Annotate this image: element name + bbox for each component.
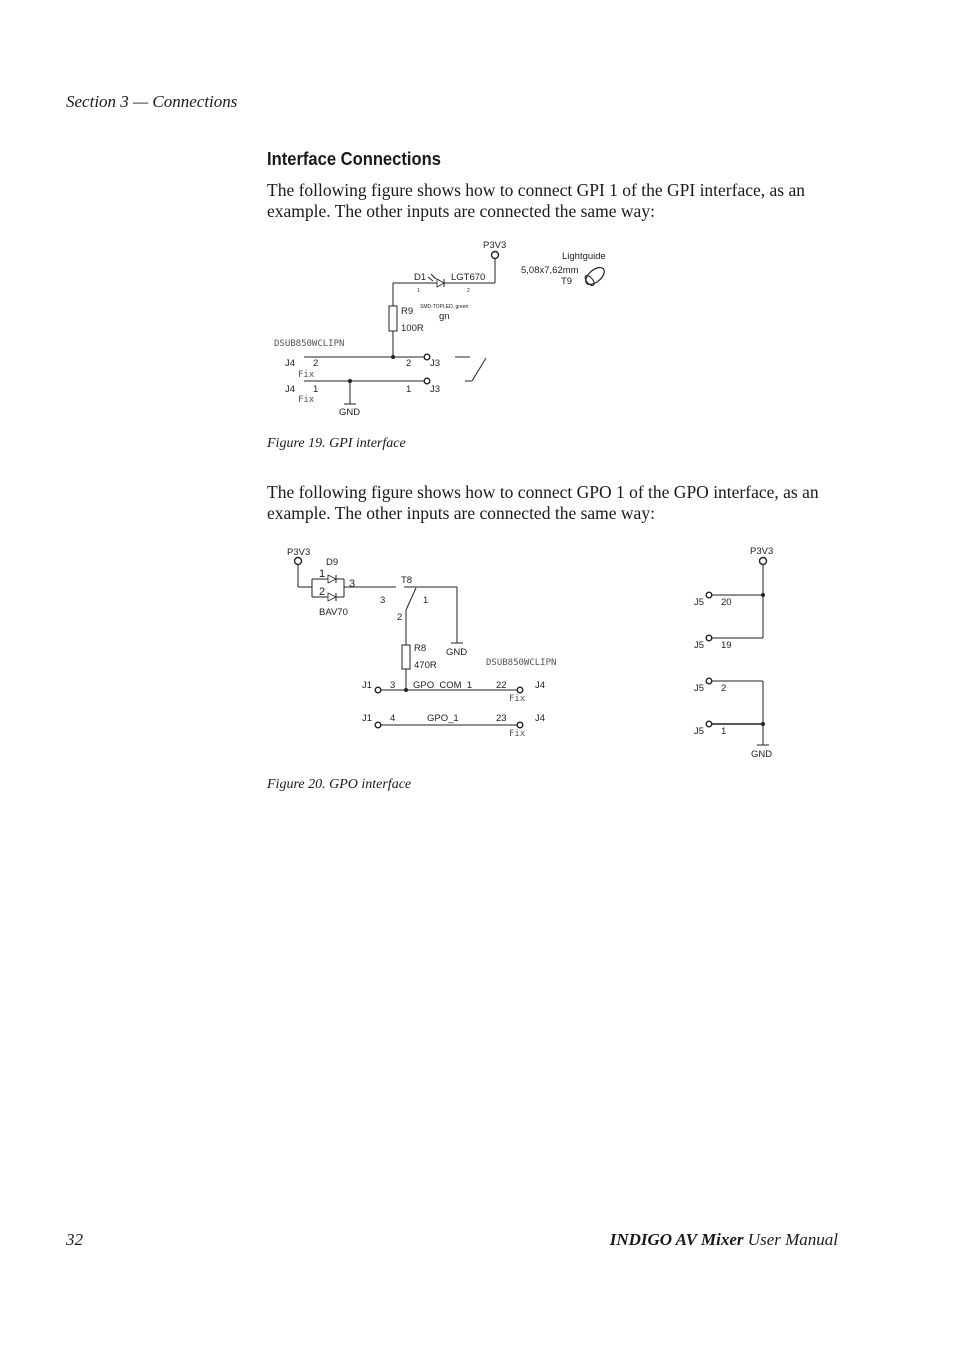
gpo-right-p3v3-label: P3V3 [750, 546, 774, 557]
gpi-connector-label: DSUB850WCLIPN [274, 339, 345, 349]
gpi-p3v3-terminal [492, 252, 499, 259]
gpo-t8-label: T8 [401, 575, 413, 586]
schematic-wire [517, 722, 523, 728]
gpo-r8-resistor [402, 645, 410, 669]
schematic-label: 1 [406, 384, 412, 395]
page-number: 32 [66, 1230, 83, 1249]
schematic-label: 1 [319, 568, 326, 580]
schematic-label: J4 [535, 713, 546, 724]
gpi-lightguide-symbol [583, 264, 608, 287]
schematic-wire [472, 358, 486, 381]
gpi-t9-label: T9 [561, 276, 573, 287]
schematic-label: J5 [694, 726, 705, 737]
schematic-wire [406, 588, 416, 610]
gpo-d9-label: D9 [326, 557, 339, 568]
gpo-r8-value: 470R [414, 660, 437, 671]
schematic-label: 3 [349, 578, 356, 590]
schematic-label: 2 [467, 288, 470, 294]
gpi-lgt670-label: LGT670 [451, 272, 486, 283]
schematic-label: 1 [721, 726, 727, 737]
figure-19-caption: Figure 19. GPI interface [267, 436, 406, 451]
schematic-wire [424, 354, 430, 360]
schematic-label: 2 [397, 612, 403, 623]
schematic-label: Fix [298, 395, 315, 405]
gpi-gnd-label: GND [339, 407, 361, 418]
section-heading: Interface Connections [267, 149, 441, 169]
schematic-label: 4 [390, 713, 396, 724]
footer-manual: User Manual [743, 1230, 838, 1249]
schematic-label: 23 [496, 713, 507, 724]
schematic-label: J4 [285, 358, 296, 369]
schematic-label: J1 [362, 680, 373, 691]
schematic-label: J5 [694, 683, 705, 694]
gpo-bav70-label: BAV70 [319, 607, 348, 618]
section-header: Section 3 — Connections [66, 92, 238, 111]
gpo-p3v3-label: P3V3 [287, 547, 311, 558]
gpo-r8-label: R8 [414, 643, 427, 654]
schematic-label: 1 [313, 384, 319, 395]
schematic-label: 3 [380, 595, 386, 606]
gpi-led-symbol [437, 279, 444, 287]
footer-title [610, 1230, 838, 1250]
gpi-r9-resistor [389, 306, 397, 331]
schematic-wire [404, 688, 408, 692]
schematic-label: 2 [406, 358, 412, 369]
gpi-d1-label: D1 [414, 272, 427, 283]
schematic-label: Fix [509, 694, 526, 704]
schematic-wire [706, 721, 712, 727]
schematic-wire [706, 635, 712, 641]
schematic-wire [517, 687, 523, 693]
schematic-label: 1 [423, 595, 429, 606]
schematic-wire [295, 558, 302, 565]
schematic-label: 2 [721, 683, 727, 694]
schematic-label: J5 [694, 597, 705, 608]
footer-product: INDIGO AV Mixer [609, 1230, 744, 1249]
schematic-label: J5 [694, 640, 705, 651]
gpo-right-gnd-label: GND [751, 749, 773, 760]
gpi-led-desc: SMD-TOPLED, green [420, 304, 469, 310]
schematic-label: 3 [390, 680, 396, 691]
gpo-schematic [287, 547, 556, 739]
schematic-wire [375, 687, 381, 693]
gpi-r9-value: 100R [401, 323, 424, 334]
schematic-label: 2 [313, 358, 319, 369]
gpo-com-label: GPO_COM_1 [413, 680, 473, 691]
schematic-wire [424, 378, 430, 384]
schematic-wire [431, 274, 436, 279]
gpo-gnd-label: GND [446, 647, 468, 658]
schematic-label: J3 [430, 358, 441, 369]
gpo-intro-paragraph: The following figure shows how to connect GPO 1 of the GPO interface, as an example. The other inputs are connected the same way: [267, 482, 819, 523]
schematic-label: J1 [362, 713, 373, 724]
schematic-label: J4 [285, 384, 296, 395]
schematic-wire [391, 355, 395, 359]
gpo-d9-diode-bottom [328, 593, 336, 601]
schematic-label: Fix [298, 370, 315, 380]
schematic-label: J3 [430, 384, 441, 395]
schematic-wire [706, 678, 712, 684]
schematic-wire [760, 558, 767, 565]
schematic-wire [428, 277, 433, 281]
schematic-label: 1 [417, 288, 420, 294]
figure-20-caption: Figure 20. GPO interface [267, 777, 412, 792]
gpi-p3v3-label: P3V3 [483, 240, 507, 251]
gpi-r9-label: R9 [401, 306, 414, 317]
gpo-1-label: GPO_1 [427, 713, 459, 724]
schematic-label: 22 [496, 680, 507, 691]
schematic-wire [706, 592, 712, 598]
gpi-gn-label: gn [439, 311, 450, 322]
gpo-j5-schematic [694, 546, 773, 760]
schematic-label: Fix [509, 729, 526, 739]
gpi-lightguide-size: 5,08x7,62mm [521, 265, 579, 276]
gpi-lightguide-label: Lightguide [562, 251, 606, 262]
schematic-label: 2 [319, 586, 326, 598]
gpo-d9-diode-top [328, 575, 336, 583]
schematic-wire [761, 722, 765, 726]
schematic-wire [375, 722, 381, 728]
schematic-label: 20 [721, 597, 732, 608]
schematic-label: J4 [535, 680, 546, 691]
gpo-connector-label: DSUB850WCLIPN [486, 658, 557, 668]
gpi-intro-paragraph: The following figure shows how to connect GPI 1 of the GPI interface, as an example. The other inputs are connected the same way: [267, 180, 805, 221]
schematic-label: 19 [721, 640, 732, 651]
